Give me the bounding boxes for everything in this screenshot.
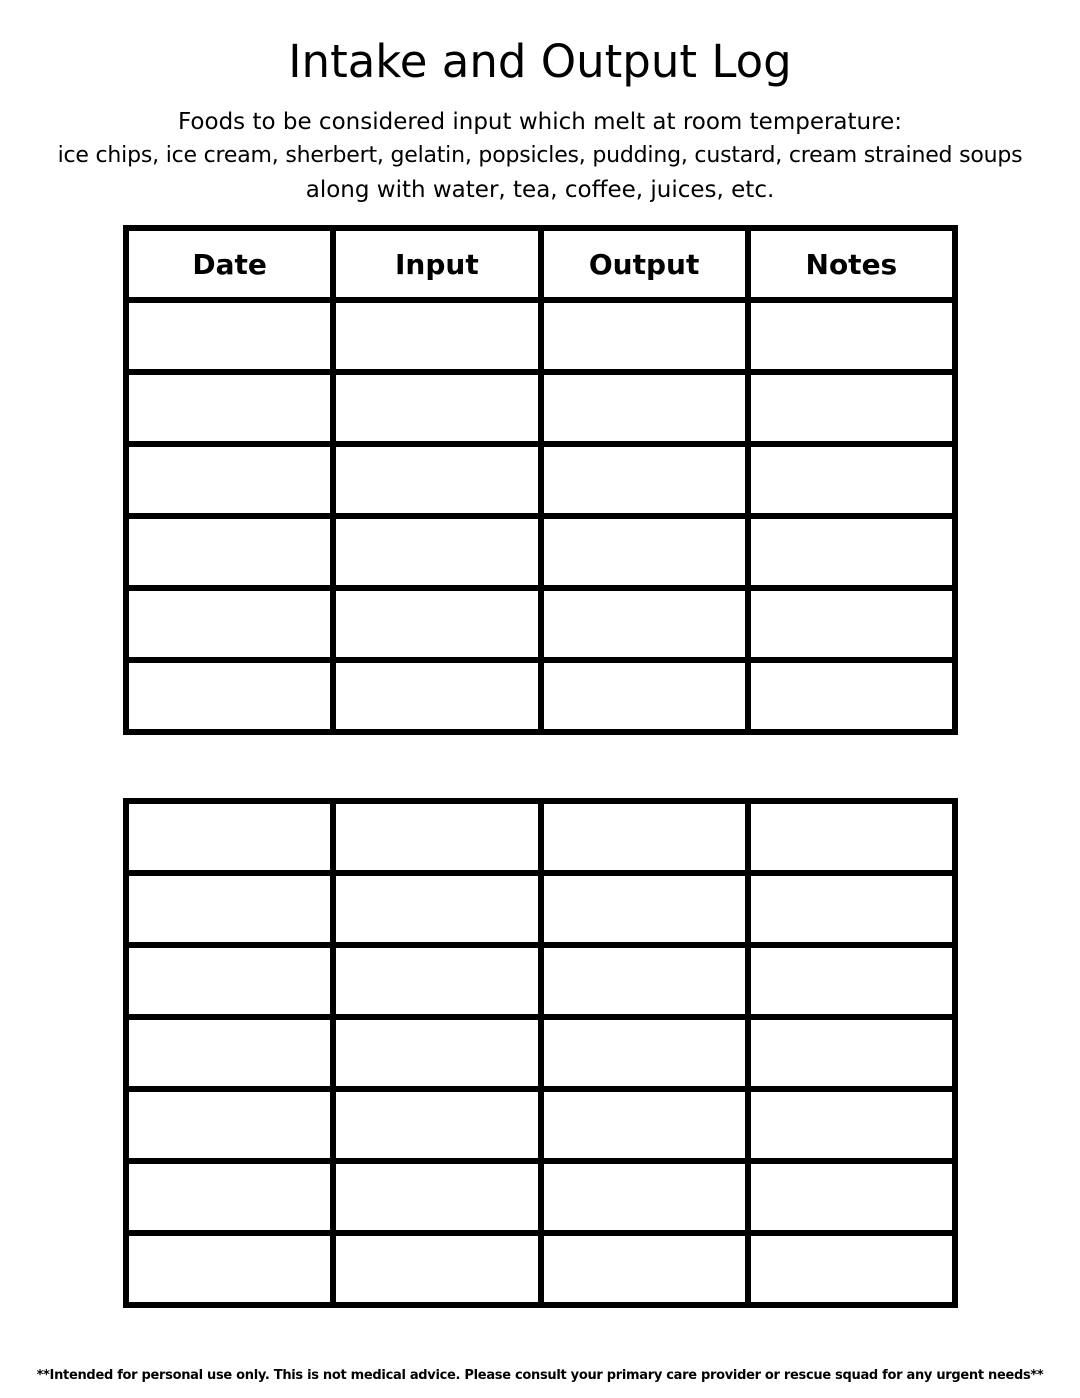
date-cell[interactable]	[126, 873, 333, 945]
output-cell[interactable]	[541, 1233, 748, 1305]
table-row	[126, 1089, 955, 1161]
instructions-line-3: along with water, tea, coffee, juices, etc.	[305, 177, 775, 203]
log-table-top	[123, 225, 958, 735]
input-cell[interactable]	[333, 372, 540, 444]
notes-cell[interactable]	[748, 516, 955, 588]
page-title: Intake and Output Log	[288, 35, 792, 88]
output-cell[interactable]	[541, 1161, 748, 1233]
table-row	[126, 1017, 955, 1089]
input-cell[interactable]	[333, 945, 540, 1017]
instructions-line-2: ice chips, ice cream, sherbert, gelatin, popsicles, pudding, custard, cream strained soups	[57, 143, 1023, 168]
date-cell[interactable]	[126, 801, 333, 873]
output-cell[interactable]	[541, 873, 748, 945]
input-cell[interactable]	[333, 1017, 540, 1089]
notes-cell[interactable]	[748, 660, 955, 732]
table-row	[126, 300, 955, 372]
instructions-line-1: Foods to be considered input which melt at room temperature:	[178, 109, 902, 135]
date-cell[interactable]	[126, 516, 333, 588]
input-cell[interactable]	[333, 516, 540, 588]
table-row	[126, 1233, 955, 1305]
notes-cell[interactable]	[748, 588, 955, 660]
notes-cell[interactable]	[748, 444, 955, 516]
table-row	[126, 372, 955, 444]
notes-cell[interactable]	[748, 300, 955, 372]
output-cell[interactable]	[541, 660, 748, 732]
output-cell[interactable]	[541, 372, 748, 444]
log-table-bottom	[123, 798, 958, 1308]
notes-cell[interactable]	[748, 1017, 955, 1089]
notes-cell[interactable]	[748, 801, 955, 873]
header-notes: Notes	[748, 228, 955, 300]
input-cell[interactable]	[333, 660, 540, 732]
notes-cell[interactable]	[748, 873, 955, 945]
header-input: Input	[333, 228, 540, 300]
date-cell[interactable]	[126, 1161, 333, 1233]
date-cell[interactable]	[126, 300, 333, 372]
input-cell[interactable]	[333, 873, 540, 945]
date-cell[interactable]	[126, 1233, 333, 1305]
output-cell[interactable]	[541, 516, 748, 588]
input-cell[interactable]	[333, 801, 540, 873]
table-row	[126, 1161, 955, 1233]
input-cell[interactable]	[333, 1161, 540, 1233]
table-row	[126, 873, 955, 945]
header-date: Date	[126, 228, 333, 300]
notes-cell[interactable]	[748, 1089, 955, 1161]
output-cell[interactable]	[541, 801, 748, 873]
date-cell[interactable]	[126, 945, 333, 1017]
notes-cell[interactable]	[748, 372, 955, 444]
input-cell[interactable]	[333, 1233, 540, 1305]
input-cell[interactable]	[333, 300, 540, 372]
table-row	[126, 444, 955, 516]
table-row	[126, 801, 955, 873]
table-row	[126, 588, 955, 660]
input-cell[interactable]	[333, 588, 540, 660]
output-cell[interactable]	[541, 945, 748, 1017]
notes-cell[interactable]	[748, 1161, 955, 1233]
input-cell[interactable]	[333, 444, 540, 516]
output-cell[interactable]	[541, 444, 748, 516]
output-cell[interactable]	[541, 588, 748, 660]
header-row	[126, 228, 955, 300]
date-cell[interactable]	[126, 372, 333, 444]
output-cell[interactable]	[541, 1017, 748, 1089]
instructions	[0, 105, 1080, 207]
date-cell[interactable]	[126, 1017, 333, 1089]
notes-cell[interactable]	[748, 945, 955, 1017]
date-cell[interactable]	[126, 444, 333, 516]
date-cell[interactable]	[126, 660, 333, 732]
input-cell[interactable]	[333, 1089, 540, 1161]
date-cell[interactable]	[126, 1089, 333, 1161]
table-row	[126, 945, 955, 1017]
table-row	[126, 516, 955, 588]
date-cell[interactable]	[126, 588, 333, 660]
notes-cell[interactable]	[748, 1233, 955, 1305]
output-cell[interactable]	[541, 1089, 748, 1161]
output-cell[interactable]	[541, 300, 748, 372]
header-output: Output	[541, 228, 748, 300]
table-row	[126, 660, 955, 732]
disclaimer: **Intended for personal use only. This is not medical advice. Please consult your primary care provider or rescue squad for any urgent needs**	[36, 1368, 1044, 1383]
